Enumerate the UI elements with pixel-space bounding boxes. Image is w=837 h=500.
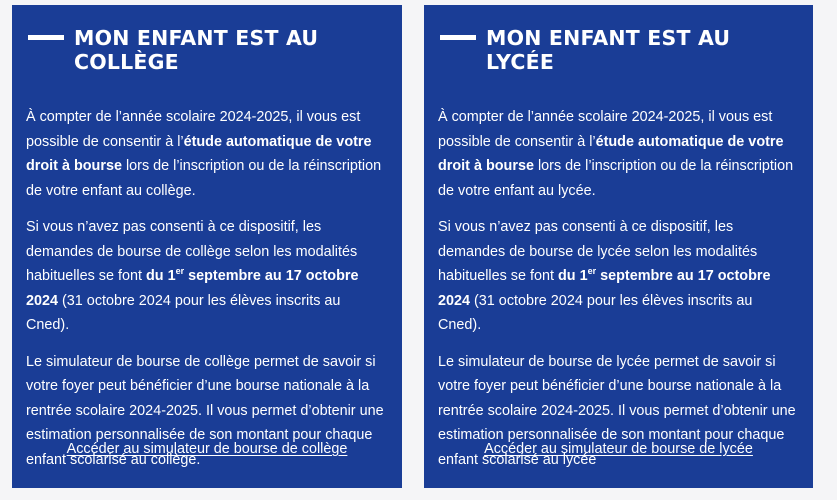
- college-card: [12, 5, 402, 488]
- bold-dates: du 1er septembre au 17 octobre 2024: [438, 266, 771, 309]
- card-title: [486, 26, 730, 74]
- title-accent-bar: [440, 35, 476, 40]
- title-line-2: COLLÈGE: [74, 50, 179, 74]
- paragraph-simulator: Le simulateur de bourse de lycée permet de savoir si votre foyer peut bénéficier d’une bourse nationale à la rentrée scolaire 2024-2025. Il vous permet d’obtenir une estimation personnalisée de son montant pour chaque enfant scolarisé au lycée: [438, 353, 796, 468]
- paragraph-simulator: Le simulateur de bourse de collège permet de savoir si votre foyer peut bénéficier d’une bourse nationale à la rentrée scolaire 2024-2025. Il vous permet d’obtenir une estimation personnalisée de son montant pour chaque enfant scolarisé au collège.: [26, 353, 384, 468]
- title-line-1: MON ENFANT EST AU: [74, 26, 319, 50]
- paragraph-dates: Si vous n’avez pas consenti à ce dispositif, les demandes de bourse de collège selon les modalités habituelles se font du 1er septembre au 17 octobre 2024 (31 octobre 2024 pour les élèves inscrits au Cned).: [26, 219, 359, 333]
- paragraph-consent: À compter de l’année scolaire 2024-2025, il vous est possible de consentir à l’étude automatique de votre droit à bourse lors de l’inscription ou de la réinscription de votre enfant au lycée.: [438, 109, 794, 199]
- college-simulator-link[interactable]: Accéder au simulateur de bourse de collège: [66, 441, 348, 457]
- paragraph-dates: Si vous n’avez pas consenti à ce dispositif, les demandes de bourse de lycée selon les modalités habituelles se font du 1er septembre au 17 octobre 2024 (31 octobre 2024 pour les élèves inscrits au Cned).: [438, 219, 771, 333]
- link-row: [12, 437, 402, 461]
- bold-text: étude automatique de votre droit à bourse: [438, 133, 784, 174]
- lycee-card: [424, 5, 813, 488]
- lycee-simulator-link[interactable]: Accéder au simulateur de bourse de lycée: [484, 441, 753, 457]
- title-line-2: LYCÉE: [486, 50, 555, 74]
- card-title: [74, 26, 318, 74]
- title-accent-bar: [28, 35, 64, 40]
- card-body: [26, 105, 386, 484]
- card-body: [438, 105, 798, 484]
- link-row: [424, 437, 813, 461]
- paragraph-consent: À compter de l’année scolaire 2024-2025, il vous est possible de consentir à l’étude automatique de votre droit à bourse lors de l’inscription ou de la réinscription de votre enfant au collège.: [26, 109, 382, 199]
- bold-text: étude automatique de votre droit à bourse: [26, 133, 372, 174]
- bold-dates: du 1er septembre au 17 octobre 2024: [26, 266, 359, 309]
- title-line-1: MON ENFANT EST AU: [486, 26, 731, 50]
